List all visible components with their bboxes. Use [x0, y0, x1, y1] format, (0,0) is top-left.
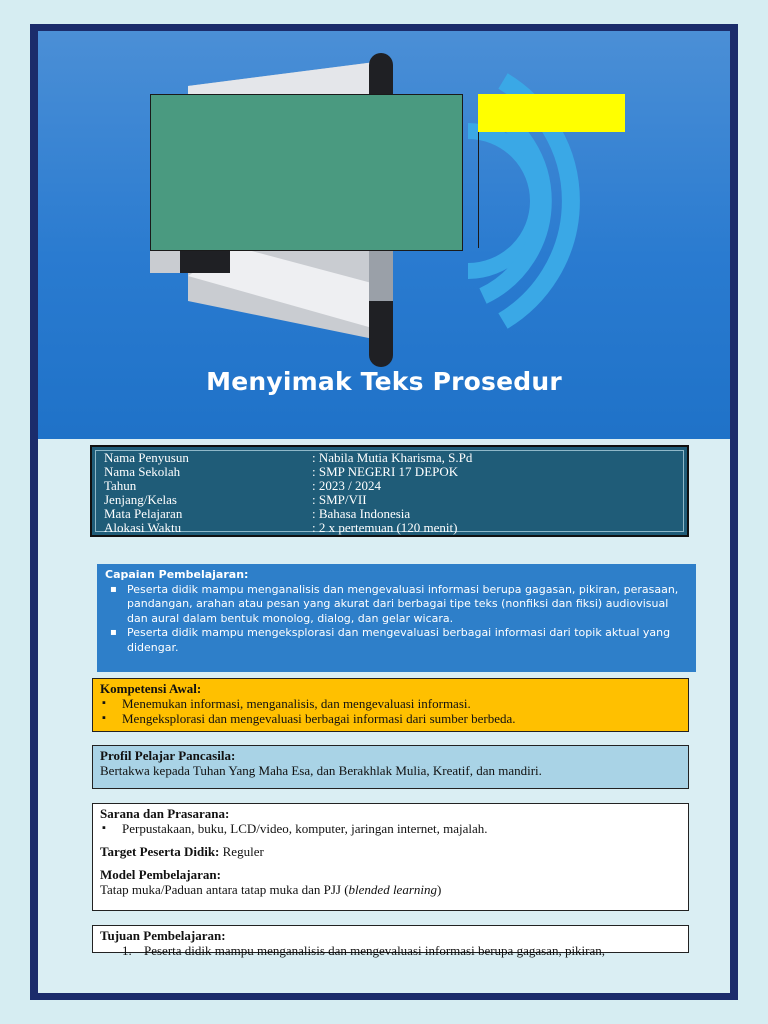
capaian-item: ▪ Peserta didik mampu mengeksplorasi dan mengevaluasi berbagai informasi dari topik aktual yang didengar. — [127, 626, 688, 655]
tujuan-heading: Tujuan Pembelajaran: — [100, 928, 226, 943]
identity-value: : 2023 / 2024 — [312, 478, 381, 493]
sarana-prasarana-box — [92, 803, 689, 911]
identity-label: Tahun — [104, 478, 137, 493]
model-text-part: ) — [437, 882, 442, 897]
model-text-part: Tatap muka/Paduan antara tatap muka dan PJJ ( — [100, 882, 349, 897]
identity-table — [90, 445, 689, 537]
tujuan-item-text: Peserta didik mampu menganalisis dan mengevaluasi informasi berupa gagasan, pikiran, — [144, 943, 606, 958]
tujuan-item-number: 1. — [122, 943, 132, 958]
divider-line — [478, 132, 479, 248]
tujuan-pembelajaran-box — [92, 925, 689, 958]
kompetensi-item: ▪ Menemukan informasi, menganalisis, dan mengevaluasi informasi. — [100, 696, 681, 711]
identity-value: : 2 x pertemuan (120 menit) — [312, 520, 458, 535]
placeholder-green-box — [150, 94, 463, 251]
identity-value: : SMP NEGERI 17 DEPOK — [312, 464, 459, 479]
sarana-heading: Sarana dan Prasarana: — [100, 806, 230, 821]
identity-label: Jenjang/Kelas — [104, 492, 177, 507]
kompetensi-heading: Kompetensi Awal: — [100, 681, 202, 696]
model-text-emphasis: blended learning — [348, 882, 438, 897]
cover-title: Menyimak Teks Prosedur — [206, 367, 562, 396]
target-label: Target Peserta Didik: — [100, 844, 220, 859]
kompetensi-item: ▪ Mengeksplorasi dan mengevaluasi berbagai informasi dari sumber berbeda. — [100, 711, 681, 726]
capaian-heading: Capaian Pembelajaran: — [105, 568, 249, 581]
identity-label: Nama Penyusun — [104, 450, 189, 465]
sarana-item: ▪ Perpustakaan, buku, LCD/video, komputer, jaringan internet, majalah. — [100, 821, 681, 836]
identity-label: Mata Pelajaran — [104, 506, 183, 521]
profil-heading: Profil Pelajar Pancasila: — [100, 748, 236, 763]
page-content — [38, 31, 730, 993]
target-value: Reguler — [219, 844, 264, 859]
cover-banner — [38, 31, 730, 439]
model-heading: Model Pembelajaran: — [100, 867, 221, 882]
identity-value: : SMP/VII — [312, 492, 367, 507]
target-line — [100, 844, 681, 859]
capaian-pembelajaran-box — [97, 564, 696, 672]
model-text — [100, 882, 681, 897]
capaian-list — [105, 583, 688, 656]
identity-label: Alokasi Waktu — [104, 520, 182, 535]
identity-table-inner-border — [95, 450, 684, 535]
tujuan-item — [100, 943, 681, 958]
kompetensi-awal-box — [92, 678, 689, 732]
placeholder-yellow-box — [478, 94, 625, 132]
capaian-item: ▪ Peserta didik mampu menganalisis dan mengevaluasi informasi berupa gagasan, pikiran, perasaan, pandangan, arahan atau pesan yang akurat dari berbagai tipe teks (nonfiksi dan fiksi) audiovisual dan aural dalam bentuk monolog, dialog, dan gelar wicara. — [127, 583, 688, 627]
identity-value: : Nabila Mutia Kharisma, S.Pd — [312, 450, 473, 465]
profil-text: Bertakwa kepada Tuhan Yang Maha Esa, dan Berakhlak Mulia, Kreatif, dan mandiri. — [100, 763, 542, 778]
identity-label: Nama Sekolah — [104, 464, 181, 479]
identity-value: : Bahasa Indonesia — [312, 506, 411, 521]
profil-pelajar-box — [92, 745, 689, 789]
